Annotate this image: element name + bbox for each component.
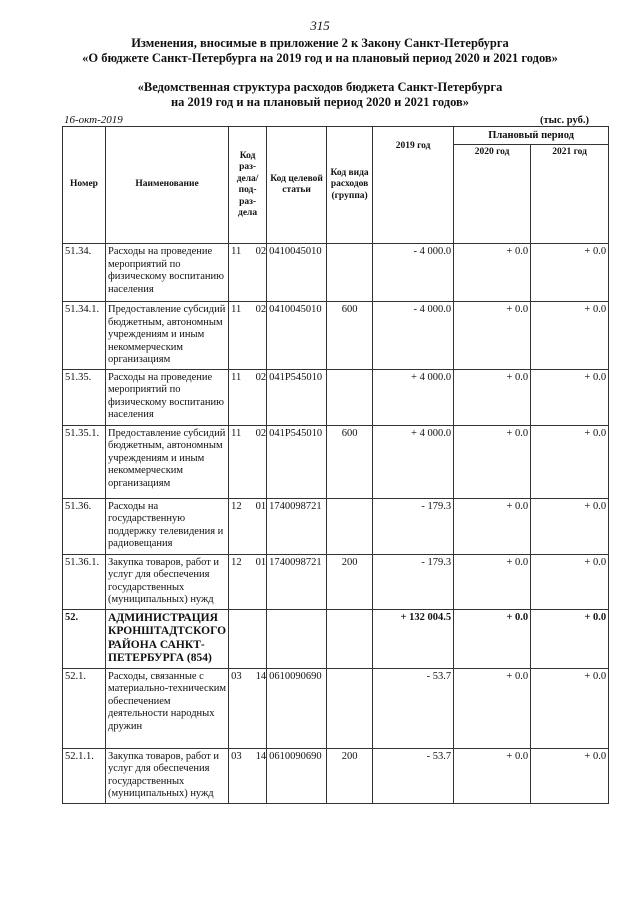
cell-number: 51.35. [63, 369, 106, 425]
cell-section [229, 554, 267, 609]
cell-2019: - 53.7 [373, 748, 454, 803]
cell-number: 51.36. [63, 498, 106, 554]
budget-table [62, 126, 609, 804]
cell-section [229, 668, 267, 748]
cell-target: 1740098721 [267, 554, 327, 609]
document-title [20, 36, 620, 66]
cell-number: 52.1.1. [63, 748, 106, 803]
cell-2021: + 0.0 [531, 369, 609, 425]
section-code: 03 [231, 750, 242, 762]
table-row [63, 748, 609, 803]
cell-2021: + 0.0 [531, 609, 609, 668]
cell-2020: + 0.0 [454, 748, 531, 803]
cell-2021: + 0.0 [531, 425, 609, 498]
table-row [63, 609, 609, 668]
subtitle-line-1: «Ведомственная структура расходов бюджета Санкт-Петербурга [137, 80, 503, 94]
document-subtitle [20, 80, 620, 110]
cell-2020: + 0.0 [454, 425, 531, 498]
cell-2021: + 0.0 [531, 244, 609, 302]
subsection-code: 14 [255, 670, 267, 682]
header-planned-period: Плановый период [454, 127, 609, 145]
cell-type: 600 [327, 302, 373, 370]
table-row [63, 369, 609, 425]
table-row [63, 668, 609, 748]
section-code: 12 [231, 500, 242, 512]
cell-name: Расходы на проведение мероприятий по физическому воспитанию населения [106, 369, 229, 425]
cell-target: 0410045010 [267, 244, 327, 302]
cell-type [327, 244, 373, 302]
cell-section [229, 425, 267, 498]
cell-target [267, 609, 327, 668]
cell-section [229, 609, 267, 668]
header-2020: 2020 год [454, 145, 531, 244]
table-row [63, 498, 609, 554]
subsection-code: 02 [255, 371, 267, 383]
header-target: Код целевой статьи [267, 127, 327, 244]
section-code: 12 [231, 556, 242, 568]
cell-name: Расходы на государственную поддержку телевидения и радиовещания [106, 498, 229, 554]
section-code: 11 [231, 304, 242, 315]
table-row [63, 302, 609, 370]
cell-target: 0410045010 [267, 302, 327, 370]
cell-target: 041P545010 [267, 425, 327, 498]
cell-name: Расходы на проведение мероприятий по физическому воспитанию населения [106, 244, 229, 302]
cell-2019: - 4 000.0 [373, 302, 454, 370]
cell-2021: + 0.0 [531, 554, 609, 609]
title-line-1: Изменения, вносимые в приложение 2 к Закону Санкт-Петербурга [131, 36, 509, 50]
cell-number: 51.35.1. [63, 425, 106, 498]
header-2021: 2021 год [531, 145, 609, 244]
header-2019: 2019 год [373, 127, 454, 244]
cell-name: Предоставление субсидий бюджетным, автономным учреждениям и иным некоммерческим организациям [106, 302, 229, 370]
cell-number: 51.34.1. [63, 302, 106, 370]
section-code: 11 [231, 371, 242, 383]
cell-type [327, 369, 373, 425]
cell-2019: + 132 004.5 [373, 609, 454, 668]
cell-number: 52. [63, 609, 106, 668]
cell-2019: - 179.3 [373, 498, 454, 554]
cell-type: 600 [327, 425, 373, 498]
cell-2019: - 179.3 [373, 554, 454, 609]
cell-2020: + 0.0 [454, 302, 531, 370]
section-code: 11 [231, 427, 242, 439]
header-type: Код вида расходов (группа) [327, 127, 373, 244]
cell-2019: - 4 000.0 [373, 244, 454, 302]
table-row [63, 244, 609, 302]
cell-section [229, 244, 267, 302]
cell-2020: + 0.0 [454, 498, 531, 554]
cell-2020: + 0.0 [454, 668, 531, 748]
cell-name: АДМИНИСТРАЦИЯ КРОНШТАДТСКОГО РАЙОНА САНКТ-ПЕТЕРБУРГА (854) [106, 609, 229, 668]
cell-2021: + 0.0 [531, 748, 609, 803]
cell-2021: + 0.0 [531, 498, 609, 554]
header-number: Номер [63, 127, 106, 244]
cell-2020: + 0.0 [454, 369, 531, 425]
cell-section [229, 498, 267, 554]
cell-type [327, 498, 373, 554]
document-date: 16-окт-2019 [64, 114, 123, 126]
cell-section [229, 748, 267, 803]
cell-2019: - 53.7 [373, 668, 454, 748]
cell-2020: + 0.0 [454, 554, 531, 609]
cell-type: 200 [327, 554, 373, 609]
title-line-2: «О бюджете Санкт-Петербурга на 2019 год и на плановый период 2020 и 2021 годов» [82, 51, 558, 65]
cell-name: Закупка товаров, работ и услуг для обеспечения государственных (муниципальных) нужд [106, 554, 229, 609]
cell-number: 51.34. [63, 244, 106, 302]
cell-section [229, 369, 267, 425]
subsection-code: 02 [255, 246, 267, 257]
page-number: 315 [310, 18, 330, 33]
cell-target: 1740098721 [267, 498, 327, 554]
cell-target: 0610090690 [267, 668, 327, 748]
section-code: 11 [231, 246, 242, 257]
cell-section [229, 302, 267, 370]
subsection-code: 02 [255, 427, 267, 439]
cell-name: Закупка товаров, работ и услуг для обеспечения государственных (муниципальных) нужд [106, 748, 229, 803]
cell-type: 200 [327, 748, 373, 803]
cell-name: Предоставление субсидий бюджетным, автономным учреждениям и иным некоммерческим организациям [106, 425, 229, 498]
header-name: Наименование [106, 127, 229, 244]
header-section: Код раз-дела/ под-раз-дела [229, 127, 267, 244]
cell-2021: + 0.0 [531, 668, 609, 748]
cell-type [327, 668, 373, 748]
cell-name: Расходы, связанные с материально-техническим обеспечением деятельности народных дружин [106, 668, 229, 748]
cell-2020: + 0.0 [454, 609, 531, 668]
subtitle-line-2: на 2019 год и на плановый период 2020 и 2021 годов» [170, 95, 470, 109]
cell-2019: + 4 000.0 [373, 425, 454, 498]
table-row [63, 554, 609, 609]
cell-type [327, 609, 373, 668]
cell-number: 52.1. [63, 668, 106, 748]
cell-target: 0610090690 [267, 748, 327, 803]
table-row [63, 425, 609, 498]
subsection-code: 14 [255, 750, 267, 762]
cell-2019: + 4 000.0 [373, 369, 454, 425]
units-label: (тыс. руб.) [540, 115, 589, 126]
section-code: 03 [231, 670, 242, 682]
subsection-code: 02 [255, 304, 267, 315]
cell-2021: + 0.0 [531, 302, 609, 370]
cell-2020: + 0.0 [454, 244, 531, 302]
cell-number: 51.36.1. [63, 554, 106, 609]
subsection-code: 01 [255, 500, 267, 512]
subsection-code: 01 [255, 556, 267, 568]
cell-target: 041P545010 [267, 369, 327, 425]
